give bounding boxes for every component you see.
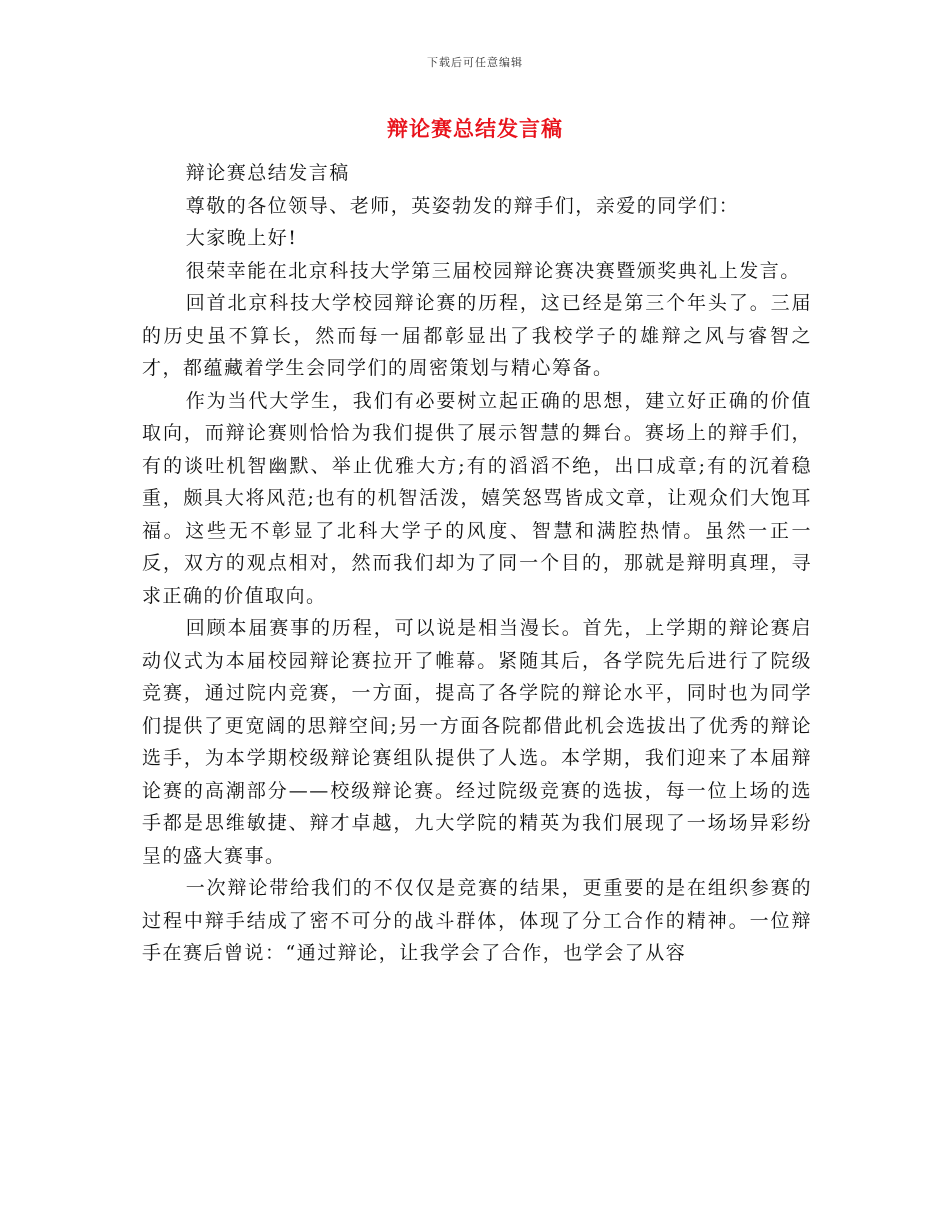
paragraph: 大家晚上好!: [185, 227, 298, 249]
paragraph: 很荣幸能在北京科技大学第三届校园辩论赛决赛暨颁奖典礼上发言。: [185, 259, 801, 282]
paragraph: 作为当代大学生，我们有必要树立起正确的思想，建立好正确的价值取向，而辩论赛则恰恰为我们提供了展示智慧的舞台。赛场上的辩手们，有的谈吐机智幽默、举止优雅大方;有的滔滔不绝，出口成章;有的沉着稳重，颇具大将风范;也有的机智活泼，嬉笑怒骂皆成文章，让观众们大饱耳福。这些无不彰显了北科大学子的风度、智慧和满腔热情。虽然一正一反，双方的观点相对，然而我们却为了同一个目的，那就是辩明真理，寻求正确的价值取向。: [142, 389, 812, 607]
document-title: 辩论赛总结发言稿: [387, 117, 563, 141]
paragraph: 回首北京科技大学校园辩论赛的历程，这已经是第三个年头了。三届的历史虽不算长，然而每一届都彰显出了我校学子的雄辩之风与睿智之才，都蕴藏着学生会同学们的周密策划与精心筹备。: [142, 292, 812, 379]
paragraph: 一次辩论带给我们的不仅仅是竞赛的结果，更重要的是在组织参赛的过程中辩手结成了密不可分的战斗群体，体现了分工合作的精神。一位辩手在赛后曾说：“通过辩论，让我学会了合作，也学会了从容: [142, 877, 812, 964]
header-note: 下载后可任意编辑: [427, 56, 523, 69]
document-body: [142, 157, 812, 970]
paragraph: 回顾本届赛事的历程，可以说是相当漫长。首先，上学期的辩论赛启动仪式为本届校园辩论赛拉开了帷幕。紧随其后，各学院先后进行了院级竞赛，通过院内竞赛，一方面，提高了各学院的辩论水平，同时也为同学们提供了更宽阔的思辩空间;另一方面各院都借此机会选拔出了优秀的辩论选手，为本学期校级辩论赛组队提供了人选。本学期，我们迎来了本届辩论赛的高潮部分——校级辩论赛。经过院级竞赛的选拔，每一位上场的选手都是思维敏捷、辩才卓越，九大学院的精英为我们展现了一场场异彩纷呈的盛大赛事。: [142, 617, 812, 867]
paragraph: 辩论赛总结发言稿: [185, 162, 350, 184]
paragraph: 尊敬的各位领导、老师，英姿勃发的辩手们，亲爱的同学们：: [185, 194, 740, 217]
